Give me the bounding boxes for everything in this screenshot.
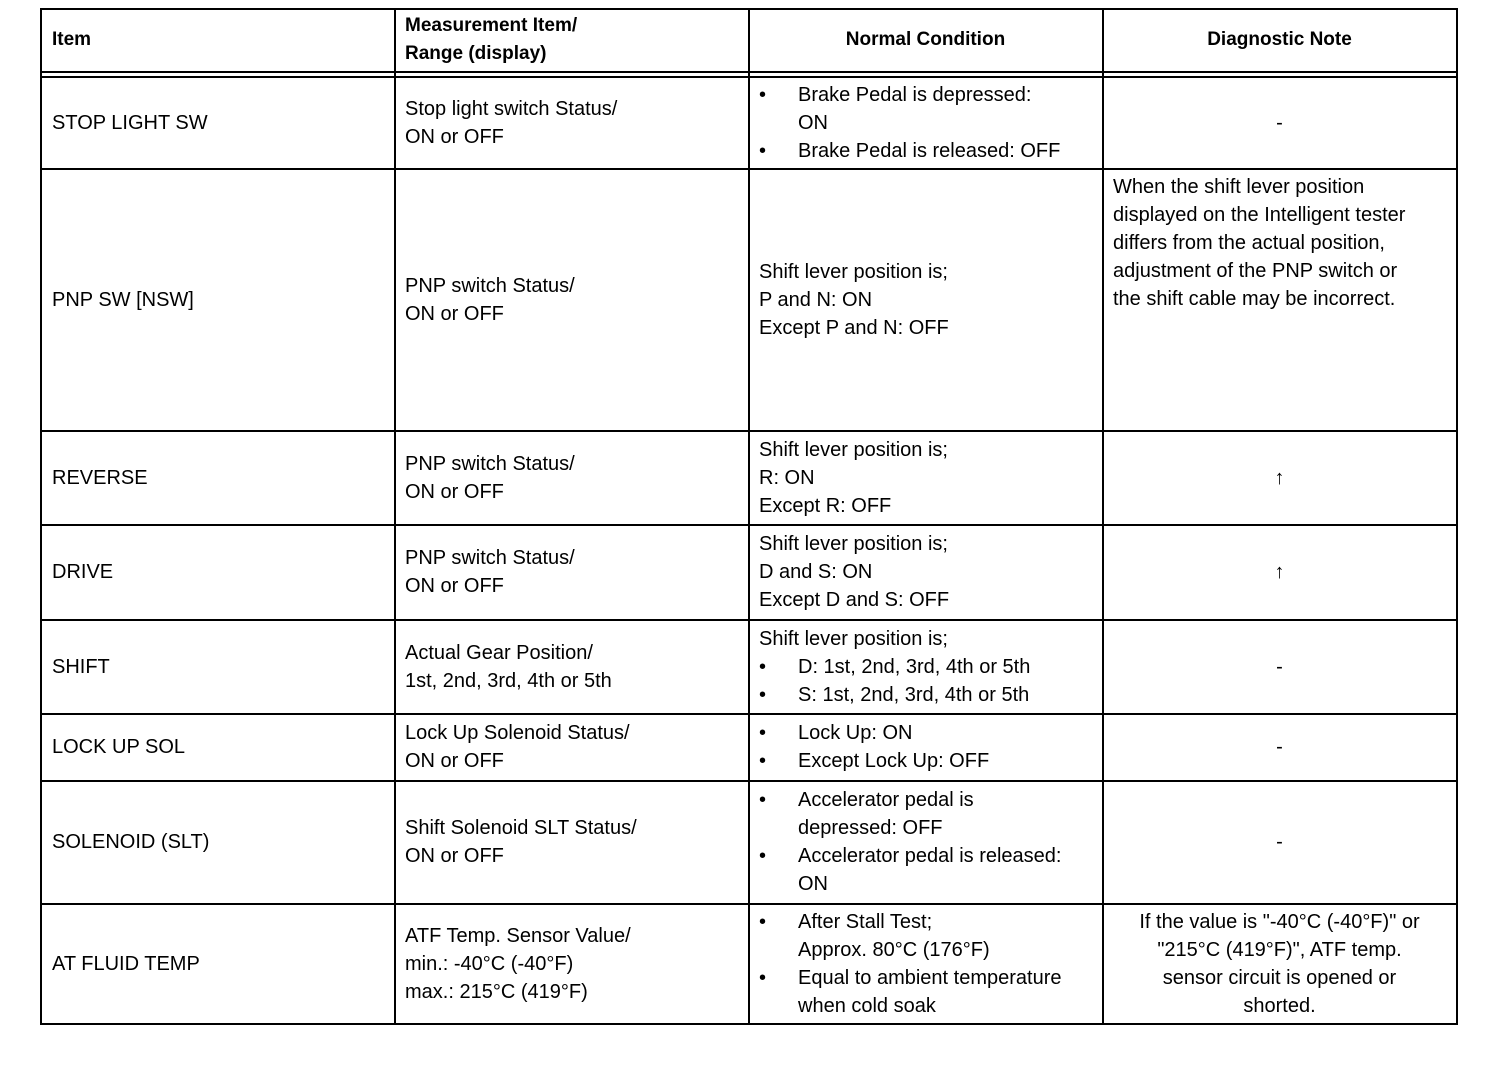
condition-bullet: • Accelerator pedal is released: ON — [759, 845, 1062, 895]
header-measurement: Measurement Item/ Range (display) — [405, 15, 578, 64]
table-row-item: DRIVE — [52, 561, 114, 583]
table-row-item: STOP LIGHT SW — [52, 111, 208, 134]
table-row-item: REVERSE — [52, 466, 148, 489]
table-row-note — [1103, 431, 1456, 524]
table-row-measurement: Actual Gear Position/ 1st, 2nd, 3rd, 4th or 5th — [405, 641, 612, 692]
column-divider-1 — [394, 8, 396, 1025]
table-border-left — [40, 8, 42, 1025]
table-row-measurement: ATF Temp. Sensor Value/ min.: -40°C (-40°F) max.: 215°C (419°F) — [405, 924, 631, 1003]
data-list-table — [40, 8, 1457, 1025]
table-row-condition: Shift lever position is; • D: 1st, 2nd, 3rd, 4th or 5th • S: 1st, 2nd, 3rd, 4th or 5th — [759, 620, 1099, 713]
header-normal-condition: Normal Condition — [845, 29, 1006, 50]
table-row-condition: Shift lever position is; P and N: ON Except P and N: OFF — [759, 260, 949, 339]
table-row-item: PNP SW [NSW] — [52, 288, 194, 311]
table-row-condition — [759, 781, 1099, 903]
ditto-arrow-icon: ↑ — [1274, 466, 1285, 489]
table-border-right — [1456, 8, 1458, 1025]
header-diagnostic-note: Diagnostic Note — [1207, 29, 1352, 50]
table-row-measurement: PNP switch Status/ ON or OFF — [405, 547, 575, 597]
condition-bullet: • After Stall Test; Approx. 80°C (176°F) — [759, 910, 990, 961]
table-row-condition — [759, 77, 1099, 168]
table-row-measurement: PNP switch Status/ ON or OFF — [405, 452, 575, 503]
table-row-item: SOLENOID (SLT) — [52, 831, 210, 853]
table-row-note: - — [1276, 736, 1283, 758]
condition-bullet: • Equal to ambient temperature when cold soak — [759, 966, 1062, 1017]
table-row-note: If the value is "-40°C (-40°F)" or "215°C (419°F)", ATF temp. sensor circuit is opened or shorted. — [1139, 910, 1420, 1017]
table-row-note: - — [1276, 111, 1283, 134]
condition-bullet: • Accelerator pedal is depressed: OFF — [759, 789, 974, 839]
table-row-condition: Shift lever position is; D and S: ON Except D and S: OFF — [759, 533, 950, 611]
table-row-item: LOCK UP SOL — [52, 736, 186, 758]
table-row-measurement: PNP switch Status/ ON or OFF — [405, 274, 575, 325]
condition-bullet: • Brake Pedal is depressed: ON — [759, 83, 1032, 134]
table-row-condition — [759, 904, 1099, 1023]
condition-bullet: • Brake Pedal is released: OFF — [759, 139, 1061, 162]
table-row-condition — [759, 714, 1099, 780]
table-row-condition: Shift lever position is; R: ON Except R: OFF — [759, 438, 948, 517]
condition-bullet: • D: 1st, 2nd, 3rd, 4th or 5th — [759, 655, 1031, 678]
ditto-arrow-icon: ↑ — [1274, 561, 1285, 583]
condition-bullet: • S: 1st, 2nd, 3rd, 4th or 5th — [759, 683, 1030, 706]
table-row-measurement: Lock Up Solenoid Status/ ON or OFF — [405, 722, 630, 772]
table-row-item: AT FLUID TEMP — [52, 952, 200, 975]
table-row-note: - — [1276, 831, 1283, 853]
header-item: Item — [52, 29, 92, 50]
condition-bullet: • Except Lock Up: OFF — [759, 750, 990, 772]
table-row-measurement: Shift Solenoid SLT Status/ ON or OFF — [405, 817, 637, 867]
table-row-note — [1103, 525, 1456, 619]
column-divider-2 — [748, 8, 750, 1025]
table-row-measurement: Stop light switch Status/ ON or OFF — [405, 97, 618, 148]
condition-bullet: • Lock Up: ON — [759, 722, 913, 744]
table-row-item: SHIFT — [52, 655, 110, 678]
table-row-note: - — [1276, 655, 1283, 678]
table-row-note: When the shift lever position displayed on the Intelligent tester differs from the actual position, adjustment of the PNP switch or the shift cable may be incorrect. — [1113, 176, 1406, 310]
table-border-bottom — [40, 1023, 1457, 1025]
